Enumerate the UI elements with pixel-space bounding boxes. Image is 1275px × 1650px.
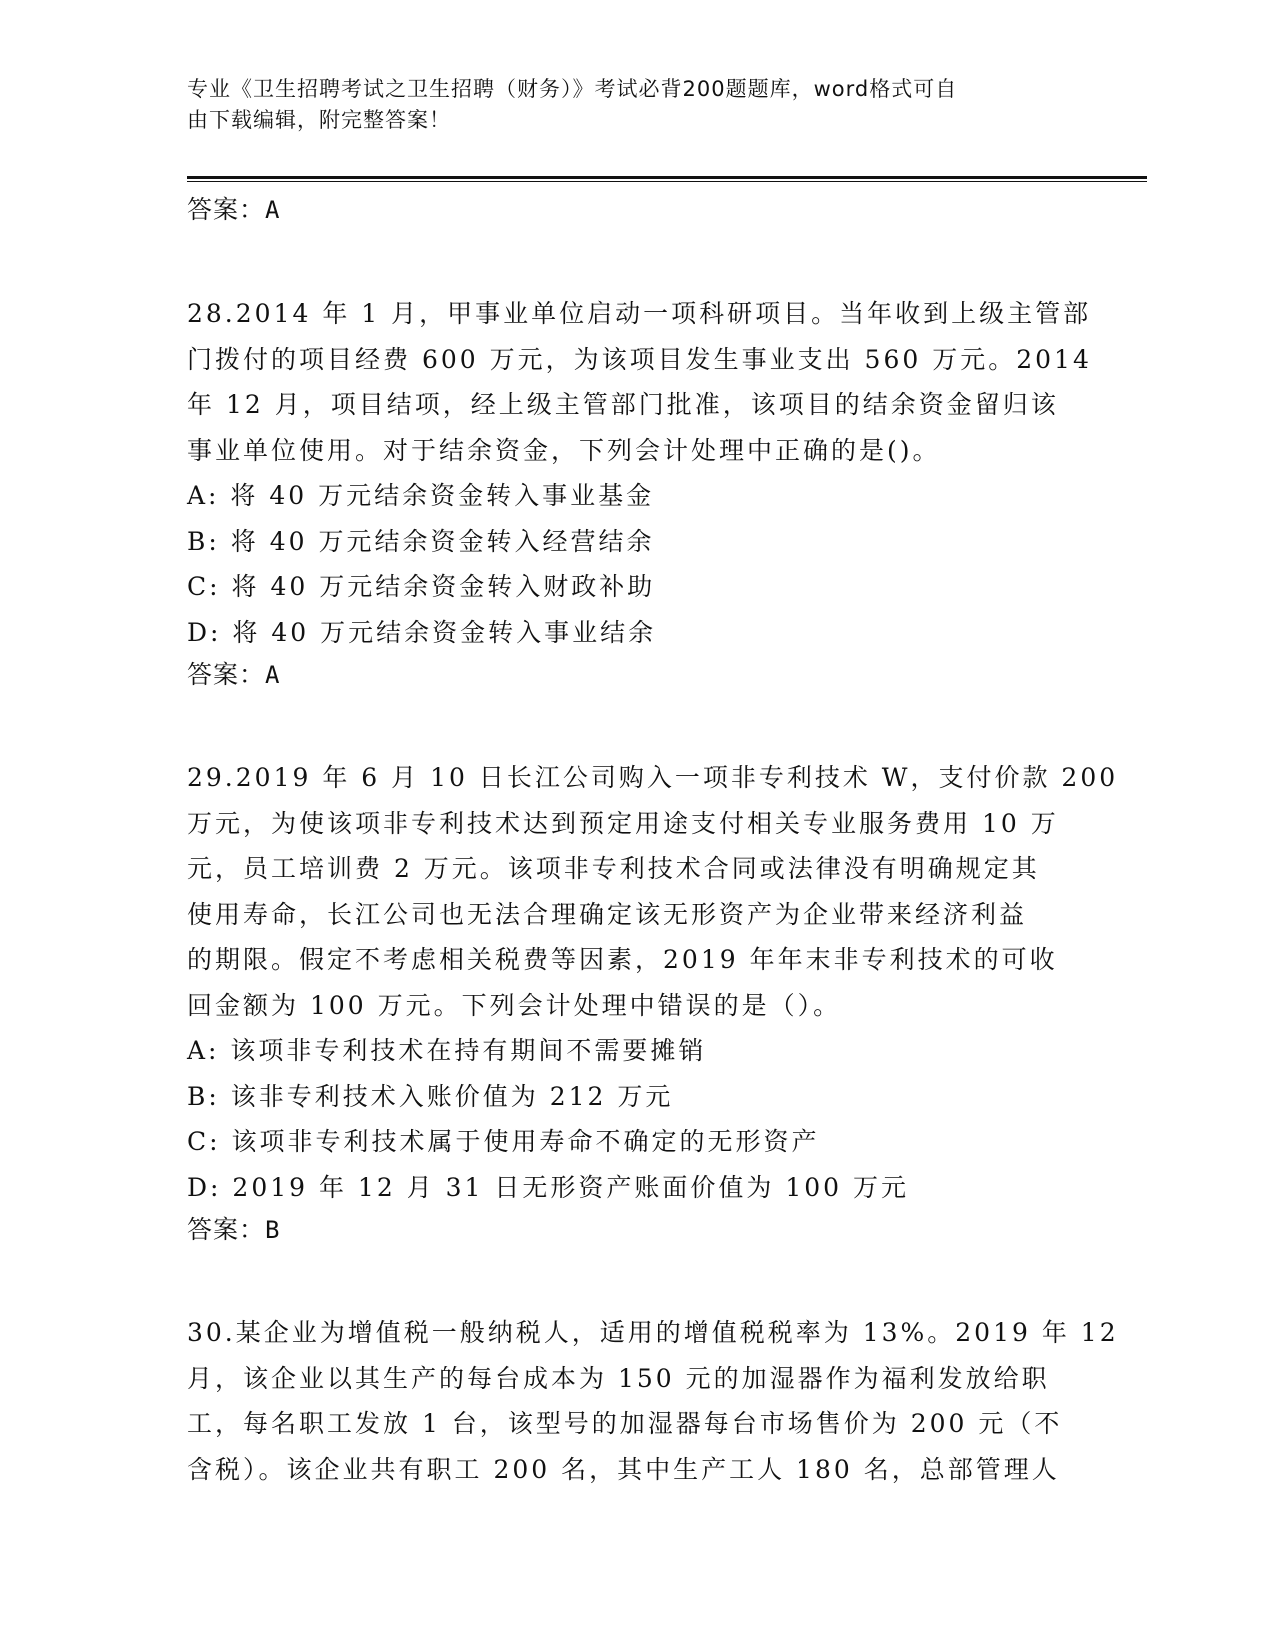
question-line: 万元，为使该项非专利技术达到预定用途支付相关专业服务费用 10 万 (187, 808, 1059, 838)
question-line: 含税）。该企业共有职工 200 名，其中生产工人 180 名，总部管理人 (187, 1454, 1060, 1484)
question-line: 29.2019 年 6 月 10 日长江公司购入一项非专利技术 W，支付价款 200 (187, 763, 1119, 792)
answer-value: A (265, 661, 281, 689)
option-c: C: 将 40 万元结余资金转入财政补助 (187, 572, 656, 601)
question-line: 的期限。假定不考虑相关税费等因素，2019 年年末非专利技术的可收 (187, 945, 1058, 974)
answer-label: 答案： (187, 195, 266, 224)
question-line: 使用寿命，长江公司也无法合理确定该无形资产为企业带来经济利益 (187, 899, 1028, 929)
question-text (187, 291, 1092, 473)
option-d: D: 将 40 万元结余资金转入事业结余 (187, 617, 657, 647)
answer-previous (187, 192, 1087, 228)
option-a: A: 该项非专利技术在持有期间不需要摊销 (187, 1036, 707, 1065)
question-line: 工，每名职工发放 1 台，该型号的加湿器每台市场售价为 200 元（不 (187, 1409, 1063, 1438)
option-c: C: 该项非专利技术属于使用寿命不确定的无形资产 (187, 1127, 820, 1156)
question-line: 回金额为 100 万元。下列会计处理中错误的是（）。 (187, 990, 842, 1020)
question-line: 30.某企业为增值税一般纳税人，适用的增值税税率为 13%。2019 年 12 (187, 1318, 1119, 1347)
question-28 (187, 291, 1092, 693)
question-line: 门拨付的项目经费 600 万元，为该项目发生事业支出 560 万元。2014 (187, 344, 1092, 374)
question-line: 月，该企业以其生产的每台成本为 150 元的加湿器作为福利发放给职 (187, 1363, 1050, 1393)
header-title-line-2: 由下载编辑，附完整答案！ (187, 108, 451, 132)
question-line: 元，员工培训费 2 万元。该项非专利技术合同或法律没有明确规定其 (187, 854, 1040, 883)
header-rule-thin (187, 181, 1147, 182)
question-text (187, 755, 1119, 1028)
answer-28 (187, 657, 1087, 693)
answer-label: 答案： (187, 1215, 266, 1244)
option-b: B: 将 40 万元结余资金转入经营结余 (187, 526, 655, 556)
option-b: B: 该非专利技术入账价值为 212 万元 (187, 1081, 674, 1111)
header-rule-thick (187, 176, 1147, 179)
header-title-line-1: 专业《卫生招聘考试之卫生招聘（财务）》考试必背200题题库，word格式可自 (187, 77, 958, 101)
question-29 (187, 755, 1119, 1248)
question-30 (187, 1310, 1119, 1492)
answer-value: A (265, 196, 281, 224)
answer-29 (187, 1212, 1087, 1248)
question-line: 事业单位使用。对于结余资金，下列会计处理中正确的是()。 (187, 435, 941, 465)
answer-value: B (265, 1216, 281, 1244)
question-line: 28.2014 年 1 月，甲事业单位启动一项科研项目。当年收到上级主管部 (187, 299, 1092, 328)
document-header (187, 74, 1067, 136)
option-a: A: 将 40 万元结余资金转入事业基金 (187, 481, 655, 510)
option-d: D: 2019 年 12 月 31 日无形资产账面价值为 100 万元 (187, 1172, 910, 1202)
question-text (187, 1310, 1119, 1492)
question-line: 年 12 月，项目结项，经上级主管部门批准，该项目的结余资金留归该 (187, 390, 1059, 419)
answer-label: 答案： (187, 660, 266, 689)
document-content (187, 192, 1119, 1492)
